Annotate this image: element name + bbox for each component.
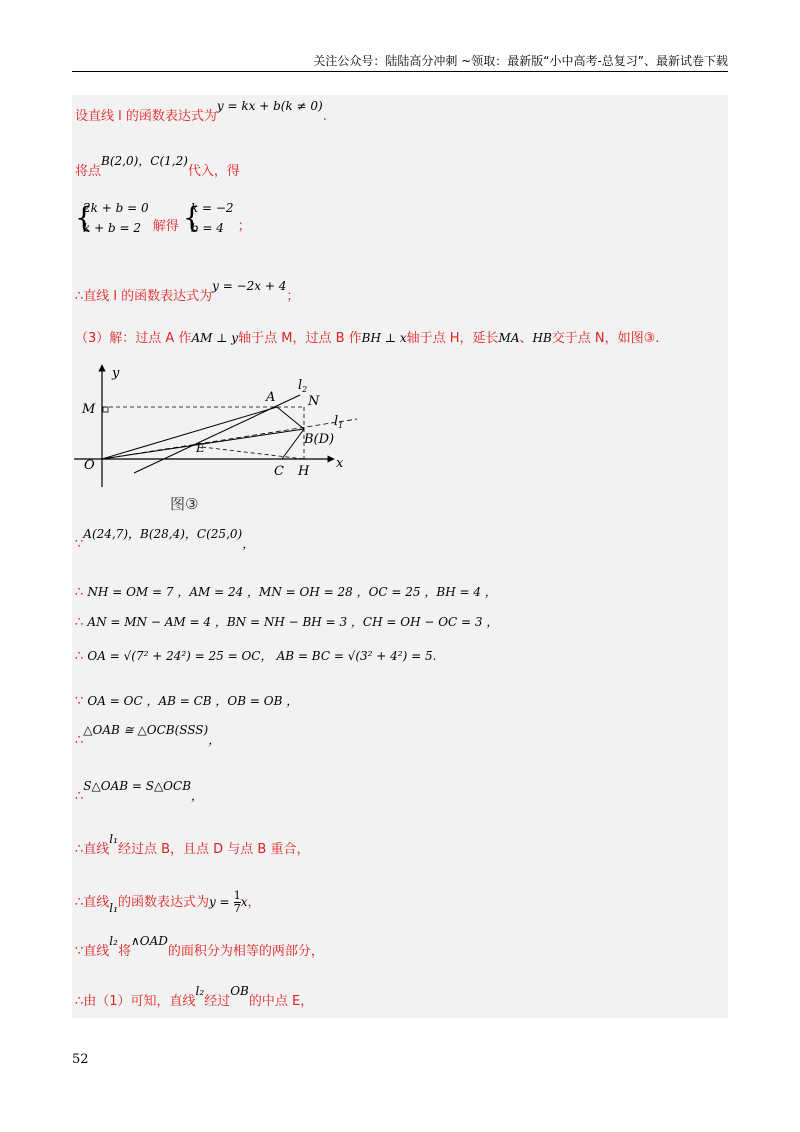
text: ， [208, 733, 221, 747]
formula: A(24,7)，B(28,4)，C(25,0) [83, 527, 243, 541]
label-M: M [82, 402, 96, 417]
text: ， [260, 649, 273, 663]
label-l1: $l_1$ [334, 414, 344, 430]
line-6 [75, 527, 255, 552]
formula: AB = BC = √(3² + 4²) = 5 [276, 649, 433, 663]
denominator: 7 [233, 902, 241, 915]
equation: 2k + b = 0 [83, 201, 149, 215]
equation-system-2: { k = −2 b = 4 [183, 198, 234, 238]
formula: S△OAB = S△OCB [83, 779, 192, 793]
fraction [234, 890, 241, 915]
line-15 [75, 934, 324, 959]
formula: NH = OM = 7 ，AM = 24 ，MN = OH = 28 ，OC = 25 ，BH = 4 ， [87, 585, 497, 599]
formula: l₁ [109, 832, 118, 846]
text: ； [237, 218, 251, 234]
symbol: ∴ [75, 649, 84, 664]
formula: HB [532, 331, 552, 345]
text: 交于点 N，如图③. [551, 331, 660, 346]
formula: BH ⊥ x [361, 331, 407, 345]
right-angle-mark [103, 407, 108, 412]
geometry-figure [72, 363, 372, 513]
line-11 [75, 723, 221, 748]
line-1 [75, 99, 327, 124]
header-rule [72, 71, 728, 72]
line-7 [75, 583, 497, 600]
label-x: x [336, 456, 344, 471]
line-10 [75, 692, 298, 709]
line-AB [277, 407, 304, 429]
formula: MA [498, 331, 520, 345]
text: 设直线 l 的函数表达式为 [75, 109, 217, 124]
formula: AM ⊥ y [191, 331, 239, 345]
text: 、 [519, 331, 533, 346]
symbol: ∴ [75, 789, 84, 804]
text: 将点 [75, 164, 102, 179]
label-C: C [274, 464, 284, 479]
line-4 [75, 279, 300, 304]
line-BC [282, 429, 304, 459]
text: ∴直线 [75, 895, 110, 910]
text: 经过 [204, 994, 231, 1009]
line-2 [75, 154, 240, 179]
text: ∵直线 [75, 944, 110, 959]
label-l2: $l_2$ [298, 378, 308, 394]
equation-system-1: { 2k + b = 0 k + b = 2 [75, 198, 149, 238]
label-N: N [308, 394, 320, 409]
text: . [432, 649, 437, 663]
line-12 [75, 779, 204, 804]
label-y: y [112, 366, 120, 381]
text: ∴直线 [75, 842, 110, 857]
line-EC [202, 447, 304, 459]
equation: k = −2 [190, 201, 234, 215]
label-O: O [84, 458, 95, 473]
symbol: ∴ [75, 615, 84, 630]
line-14 [75, 890, 261, 915]
formula: OA = OC ，AB = CB ，OB = OB ， [87, 694, 299, 708]
formula: l₂ [109, 934, 118, 948]
text: 经过点 B，且点 D 与点 B 重合， [117, 842, 310, 857]
text: 轴于点 M，过点 B 作 [238, 331, 362, 346]
formula: OB [230, 984, 249, 998]
formula: x [240, 895, 248, 909]
formula: y = kx + b(k ≠ 0) [216, 99, 323, 113]
equation: b = 4 [190, 221, 224, 235]
formula: y = −2x + 4 [212, 279, 287, 293]
numerator: 1 [233, 889, 241, 902]
formula: B(2,0)，C(1,2) [101, 154, 188, 168]
text: 代入，得 [187, 164, 240, 179]
formula: y = [208, 895, 230, 909]
formula: AN = MN − AM = 4 ，BN = NH − BH = 3 ，CH = OH − OC = 3 ， [87, 615, 499, 629]
line-16 [75, 984, 314, 1009]
label-H: H [298, 464, 310, 479]
line-OA [102, 407, 277, 459]
symbol: ∵ [75, 537, 84, 552]
formula: l₁ [109, 901, 118, 915]
formula: l₂ [195, 984, 205, 998]
text: 解得 [152, 218, 179, 234]
symbol: ∵ [75, 694, 84, 709]
text: （3）解：过点 A 作 [75, 331, 192, 346]
text: ； [286, 289, 300, 304]
line-9 [75, 647, 436, 664]
formula: OA = √(7² + 24²) = 25 = OC [87, 649, 261, 663]
text: 将 [117, 944, 131, 959]
figure-caption: 图③ [170, 495, 199, 513]
text: ， [191, 789, 204, 803]
text: ∴直线 l 的函数表达式为 [75, 289, 213, 304]
page-number: 52 [72, 1052, 89, 1067]
text: 轴于点 H，延长 [406, 331, 499, 346]
text: ， [242, 537, 255, 551]
text: 的函数表达式为 [117, 895, 209, 910]
text: ， [247, 895, 261, 910]
line-8 [75, 613, 498, 630]
text: ∴由（1）可知，直线 [75, 994, 196, 1009]
line-5 [75, 327, 659, 346]
label-A: A [266, 390, 276, 405]
text: 的中点 E， [248, 994, 314, 1009]
formula: ∧OAD [130, 934, 168, 948]
symbol: ∴ [75, 733, 84, 748]
text: . [322, 109, 327, 124]
formula: △OAB ≅ △OCB(SSS) [83, 723, 209, 737]
page-header: 关注公众号：陆陆高分冲刺 ~领取：最新版“小中高考-总复习”、最新试卷下载 [313, 54, 728, 68]
line-3 [75, 198, 251, 238]
equation: k + b = 2 [83, 221, 141, 235]
symbol: ∴ [75, 585, 84, 600]
solution-content [72, 95, 728, 1018]
line-13 [75, 832, 310, 857]
text: 的面积分为相等的两部分， [167, 944, 324, 959]
label-E: E [196, 441, 205, 455]
label-BD: B(D) [304, 432, 335, 447]
